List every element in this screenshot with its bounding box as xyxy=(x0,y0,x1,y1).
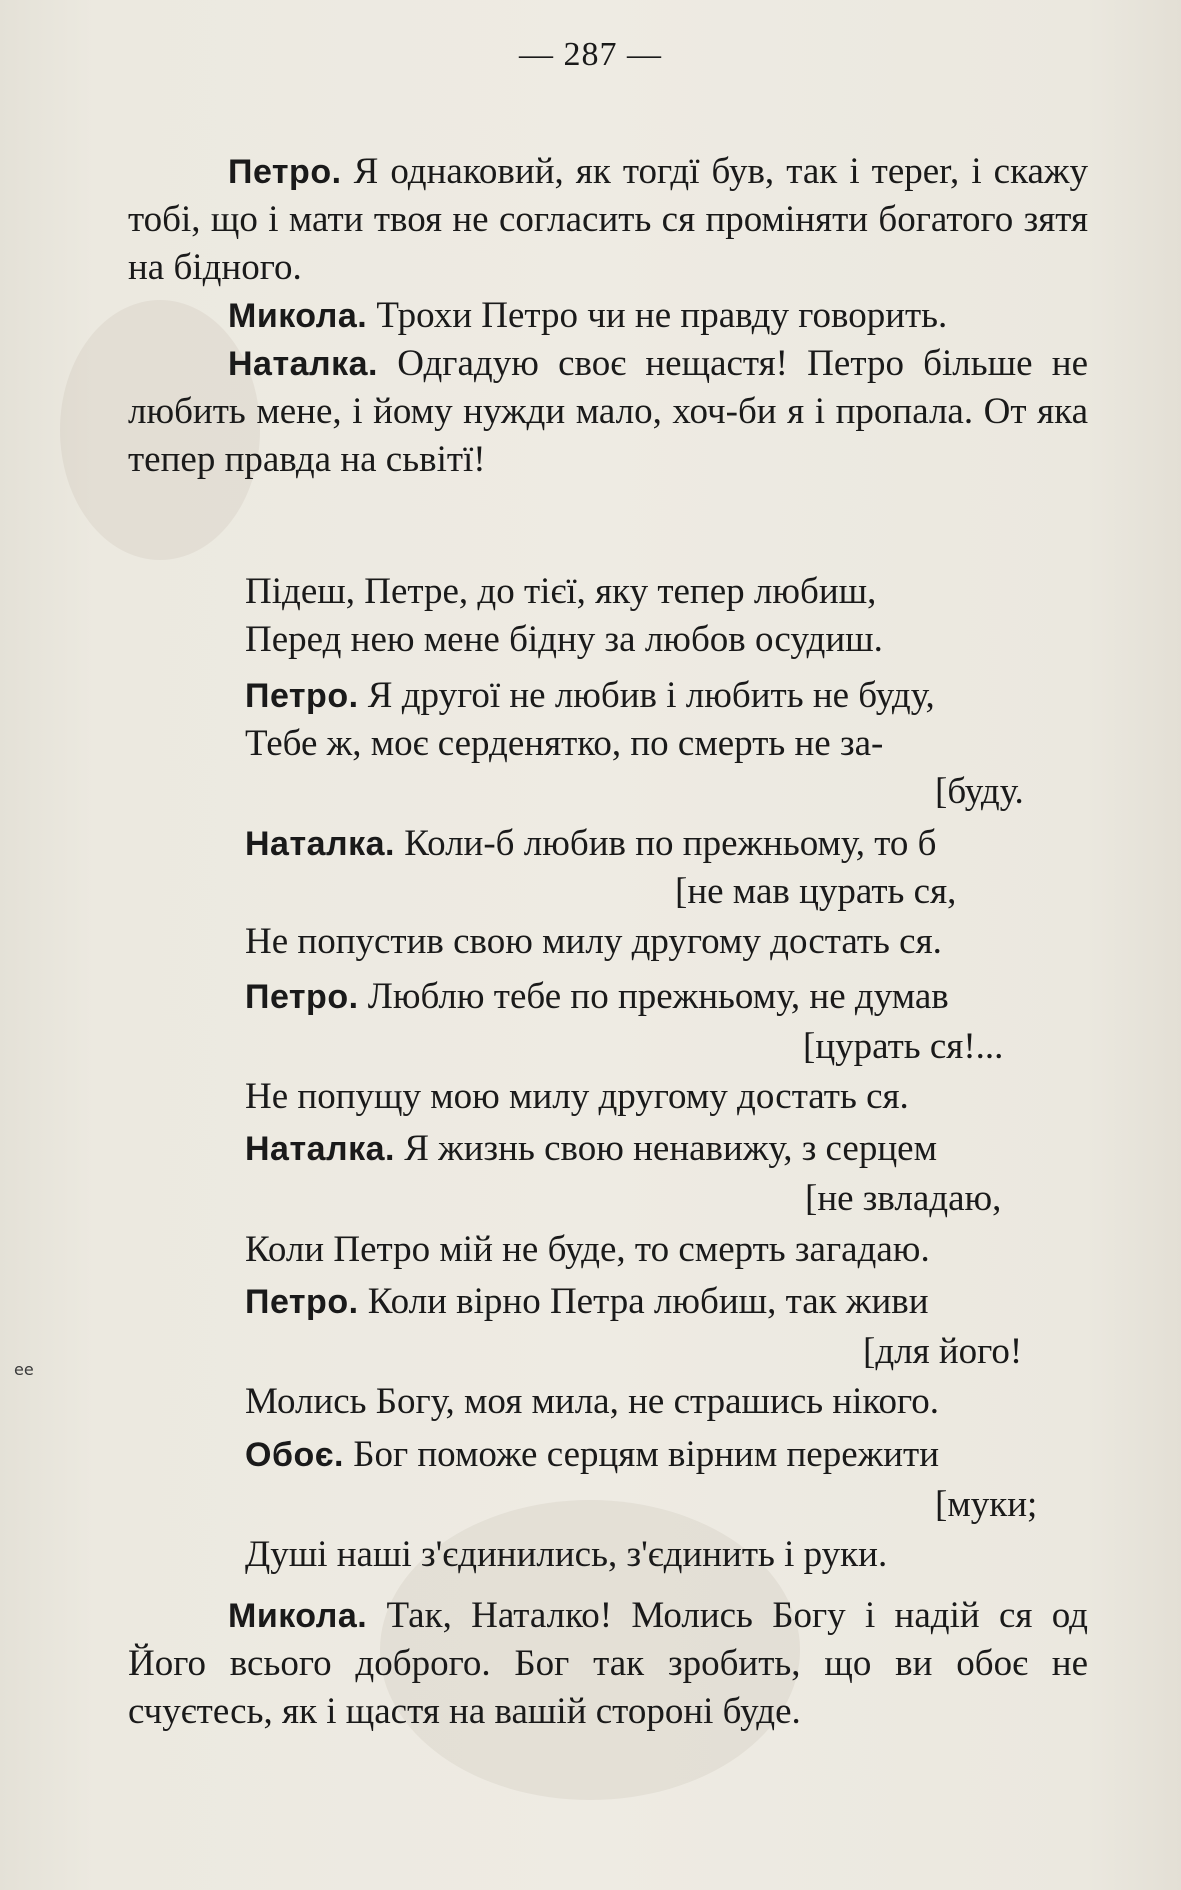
verse-text: Коли-б любив по прежньому, то б xyxy=(404,823,937,864)
verse-text: Коли вірно Петра любиш, так живи xyxy=(367,1281,929,1322)
verse-continuation: [не мав цурать ся, xyxy=(675,871,957,912)
verse-text: Люблю тебе по прежньому, не думав xyxy=(367,976,949,1017)
speech-paragraph xyxy=(128,1592,1088,1736)
speaker-name: Наталка. xyxy=(245,825,395,863)
verse-text: Душі наші з'єдинились, з'єдинить і руки. xyxy=(245,1534,888,1575)
verse-line xyxy=(245,570,876,613)
speech-text: Я однаковий, як тогдї був, так і теper, і скажу тобі, що і мати твоя не согласить ся проміняти богатого зятя на бідного. xyxy=(128,151,1088,288)
verse-line xyxy=(245,1228,930,1271)
speaker-name: Микола. xyxy=(228,1597,368,1635)
verse-text: Коли Петро мій не буде, то смерть загадаю. xyxy=(245,1229,930,1270)
verse-line xyxy=(245,1075,909,1118)
verse-text: Бог поможе серцям вірним пережити xyxy=(353,1434,939,1475)
verse-line xyxy=(245,1280,929,1323)
verse-line xyxy=(245,618,883,661)
verse-line xyxy=(245,674,935,717)
verse-line xyxy=(245,722,883,765)
verse-text: Я другої не любив і любить не буду, xyxy=(367,675,935,716)
verse-line xyxy=(245,822,937,865)
speaker-name: Микола. xyxy=(228,297,368,335)
verse-line xyxy=(245,1533,887,1576)
speech-paragraph xyxy=(128,340,1088,484)
speech-text: Так, Наталко! Молись Богу і надій ся од Його всього доброго. Бог так зробить, що ви обоє не счуєтесь, як і щастя на вашій стороні буде. xyxy=(128,1595,1088,1732)
verse-line xyxy=(245,920,942,963)
speech-text: Трохи Петро чи не правду говорить. xyxy=(376,295,948,336)
verse-text: Молись Богу, моя мила, не страшись нікого. xyxy=(245,1381,940,1422)
speaker-name: Петро. xyxy=(245,1283,359,1321)
speaker-name: Наталка. xyxy=(228,345,378,383)
prose-block-top xyxy=(128,148,1088,484)
verse-continuation: [буду. xyxy=(935,771,1024,812)
page-number: — 287 — xyxy=(519,36,662,73)
speaker-name: Обоє. xyxy=(245,1436,344,1474)
speech-paragraph xyxy=(128,148,1088,292)
speech-paragraph xyxy=(128,292,1088,340)
speaker-name: Петро. xyxy=(228,153,342,191)
speaker-name: Петро. xyxy=(245,978,359,1016)
verse-line xyxy=(245,1433,939,1476)
verse-text: Підеш, Петре, до тієї, яку тепер любиш, xyxy=(245,571,877,612)
speech-text: Одгадую своє нещастя! Петро більше не любить мене, і йому нужди мало, хоч-би я і пропала. От яка тепер правда на сьвітї! xyxy=(128,343,1089,480)
verse-text: Не попущу мою милу другому достать ся. xyxy=(245,1076,909,1117)
margin-mark: ее xyxy=(14,1360,34,1379)
verse-text: Не попустив свою милу другому достать ся. xyxy=(245,921,942,962)
verse-text: Перед нею мене бідну за любов осудиш. xyxy=(245,619,883,660)
speaker-name: Наталка. xyxy=(245,1130,395,1168)
prose-block-bottom xyxy=(128,1592,1088,1736)
speaker-name: Петро. xyxy=(245,677,359,715)
verse-continuation: [не звладаю, xyxy=(805,1178,1002,1219)
verse-text: Я жизнь свою ненавижу, з серцем xyxy=(404,1128,937,1169)
verse-continuation: [муки; xyxy=(935,1484,1038,1525)
verse-continuation: [цурать ся!... xyxy=(803,1026,1004,1067)
verse-line xyxy=(245,1380,939,1423)
verse-continuation: [для його! xyxy=(863,1331,1023,1372)
verse-line xyxy=(245,975,949,1018)
verse-text: Тебе ж, моє серденятко, по смерть не за- xyxy=(245,723,884,764)
verse-line xyxy=(245,1127,937,1170)
